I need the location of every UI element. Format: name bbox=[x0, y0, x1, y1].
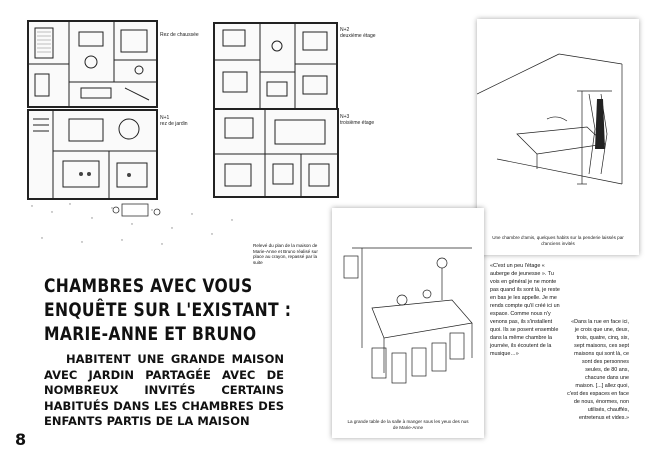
bedroom-sketch bbox=[477, 19, 639, 255]
plan-ground-floor-drawing bbox=[29, 22, 156, 106]
plan-third-floor-drawing bbox=[215, 110, 337, 196]
plan-first-floor bbox=[27, 109, 158, 200]
plan-first-label: rez de jardin bbox=[160, 121, 188, 127]
kitchen-drawing-card bbox=[332, 208, 484, 438]
plan-note: Relevé du plan de la maison de Marie-Anne et Bruno réalisé sur place au crayon, repassé par la suite bbox=[253, 243, 318, 265]
plan-ground-label: Rez de chaussée bbox=[160, 32, 199, 38]
page-title bbox=[44, 274, 292, 346]
plan-second-floor-drawing bbox=[215, 24, 336, 108]
title-line-3: MARIE-ANNE ET BRUNO bbox=[44, 323, 257, 345]
bedroom-drawing-card bbox=[477, 19, 639, 255]
plan-third-floor bbox=[213, 108, 339, 198]
plan-second-label: deuxième étage bbox=[340, 33, 376, 39]
kitchen-caption: La grande table de la salle à manger sous les yeux des nus de Marie-Anne bbox=[347, 419, 469, 430]
plan-third-label: troisième étage bbox=[340, 120, 375, 126]
plan-first-floor-drawing bbox=[29, 111, 156, 198]
garden-sketch-drawing bbox=[22, 198, 252, 250]
title-line-2: ENQUÊTE SUR L'EXISTANT : bbox=[44, 299, 292, 321]
bedroom-caption: Une chambre d'amis, quelques habits sur la penderie laissés par d'anciens invités bbox=[492, 235, 624, 246]
quote-auberge: «C'est un peu l'étage « auberge de jeunesse ». Tu vois en général je ne monte pas quand ils sont là, je reste en bas je les appelle. Je me rends compte qu'il créé ici un espace. Comme nous n'y venons pas, ils s'installent quoi. Ils se posent ensemble dans la même chambre la journée, ils écoutent de la musique…» bbox=[490, 263, 560, 357]
kitchen-sketch bbox=[332, 208, 484, 438]
title-line-1: CHAMBRES AVEC VOUS bbox=[44, 275, 253, 297]
page-number: 8 bbox=[15, 430, 27, 449]
plan-second-level: N+2 bbox=[340, 27, 350, 33]
intro-paragraph: HABITENT UNE GRANDE MAISON AVEC JARDIN PARTAGÉE AVEC DE NOMBREUX INVITÉS CERTAINS HABITUÉS DANS LES CHAMBRES DES ENFANTS PARTIS DE LA MAISON bbox=[44, 352, 284, 428]
plan-third-level: N+3 bbox=[340, 114, 350, 120]
quote-rue-en-face: «Dans la rue en face ici, je crois que une, deux, trois, quatre, cinq, six, sept maisons, ces sept maisons qui sont là, ce sont des personnes seules, de 80 ans, chacune dans une maison. [...] allez quoi, c'est des espaces en face de nous, énormes, non utilisés, chauffés, entretenus et vides.» bbox=[567, 319, 629, 421]
plan-second-floor bbox=[213, 22, 338, 110]
garden-sketch bbox=[22, 198, 252, 250]
plan-first-level: N+1 bbox=[160, 115, 170, 121]
plan-ground-floor bbox=[27, 20, 158, 108]
